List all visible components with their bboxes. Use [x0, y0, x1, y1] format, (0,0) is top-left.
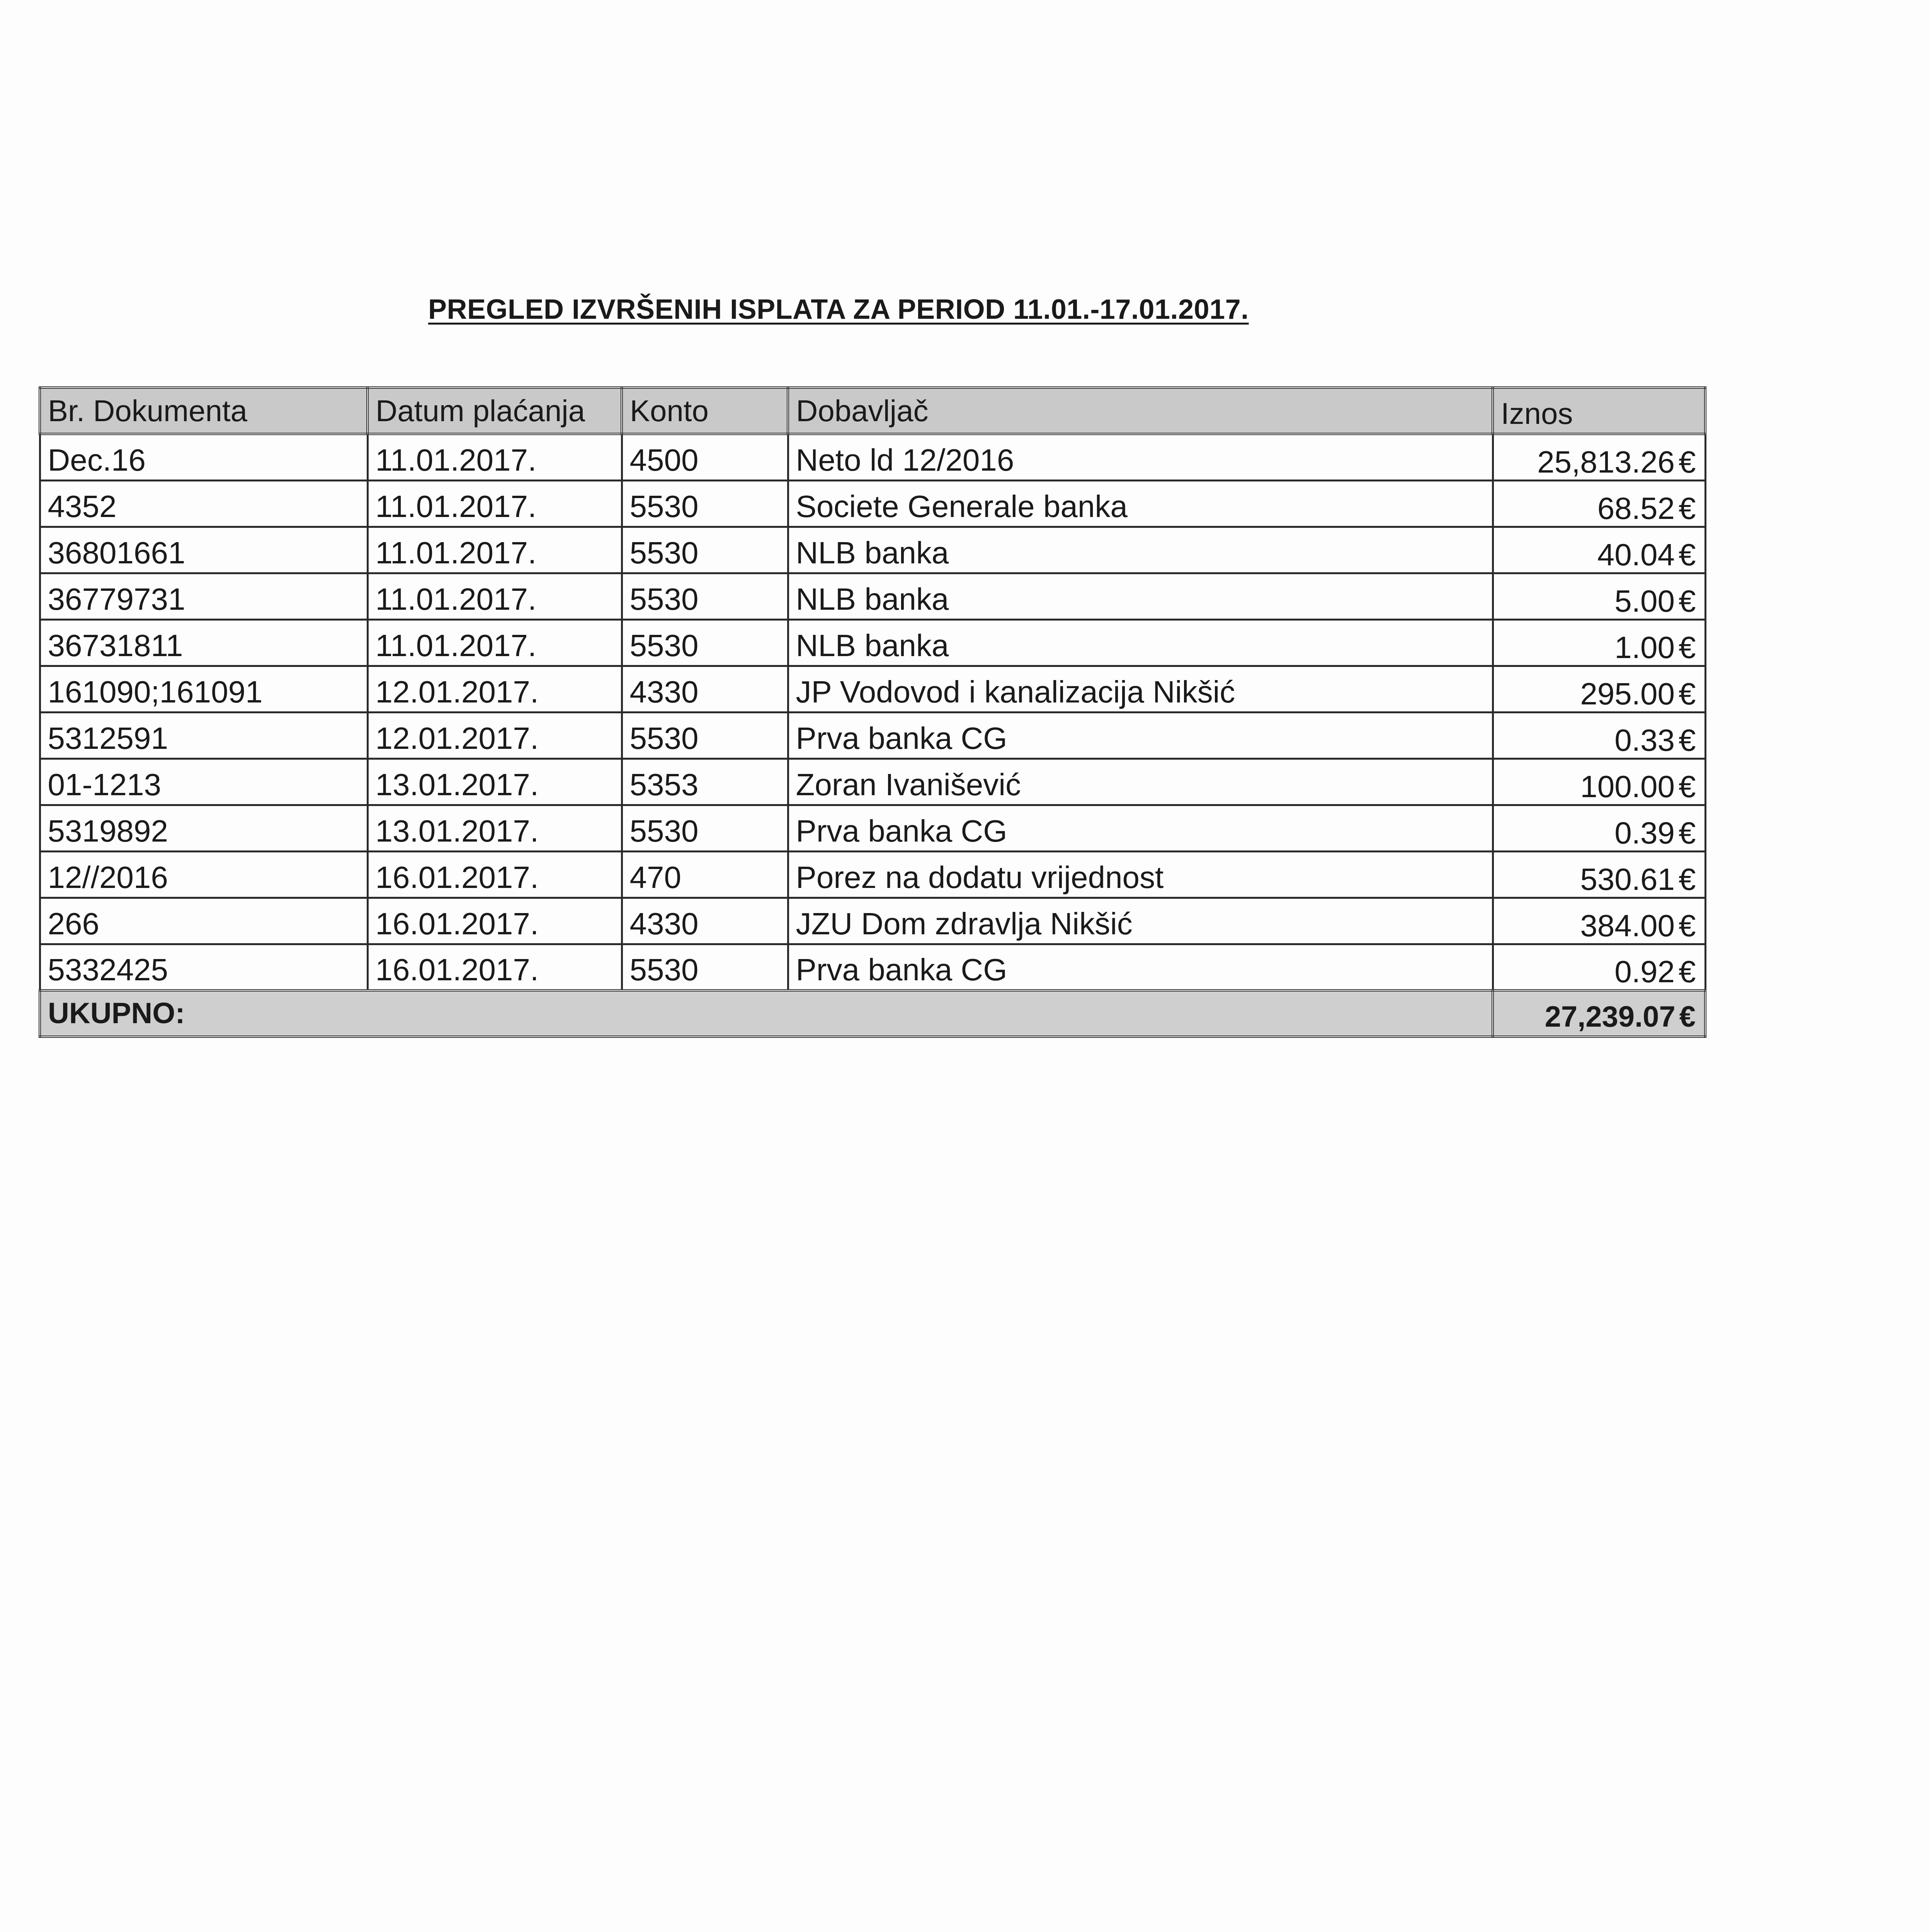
amount-value: 0.92	[1614, 954, 1675, 989]
table-row	[40, 851, 1705, 898]
cell-payment-date: 11.01.2017.	[367, 434, 622, 480]
cell-account: 5530	[622, 527, 788, 573]
cell-account: 5353	[622, 759, 788, 805]
cell-payment-date: 11.01.2017.	[367, 573, 622, 619]
cell-supplier: JP Vodovod i kanalizacija Nikšić	[788, 666, 1493, 712]
cell-account: 5530	[622, 805, 788, 851]
cell-doc-number: 01-1213	[40, 759, 367, 805]
amount-value: 100.00	[1580, 769, 1675, 804]
cell-payment-date: 11.01.2017.	[367, 619, 622, 666]
cell-account: 5530	[622, 619, 788, 666]
currency-symbol: €	[1679, 769, 1696, 804]
table-row	[40, 712, 1705, 759]
amount-value: 25,813.26	[1537, 444, 1675, 479]
total-row	[40, 990, 1705, 1037]
document-title: PREGLED IZVRŠENIH ISPLATA ZA PERIOD 11.01.-17.01.2017.	[428, 294, 1249, 325]
cell-account: 4330	[622, 898, 788, 944]
cell-doc-number: Dec.16	[40, 434, 367, 480]
cell-supplier: NLB banka	[788, 619, 1493, 666]
table-row	[40, 619, 1705, 666]
currency-symbol: €	[1679, 676, 1696, 711]
amount-value: 530.61	[1580, 862, 1675, 896]
amount-value: 0.33	[1614, 723, 1675, 757]
payments-table	[39, 386, 1706, 1038]
cell-supplier: Zoran Ivanišević	[788, 759, 1493, 805]
currency-symbol: €	[1679, 537, 1696, 572]
table-row	[40, 898, 1705, 944]
total-label: UKUPNO:	[40, 990, 367, 1037]
amount-value: 1.00	[1614, 630, 1675, 665]
cell-account: 4500	[622, 434, 788, 480]
cell-supplier: Prva banka CG	[788, 805, 1493, 851]
table-row	[40, 434, 1705, 480]
currency-symbol: €	[1679, 954, 1696, 989]
amount-value: 295.00	[1580, 676, 1675, 711]
total-spacer	[367, 990, 1493, 1037]
currency-symbol: €	[1679, 630, 1696, 665]
table-row	[40, 573, 1705, 619]
cell-amount	[1493, 573, 1705, 619]
cell-doc-number: 5319892	[40, 805, 367, 851]
cell-supplier: Porez na dodatu vrijednost	[788, 851, 1493, 898]
table-body	[40, 434, 1705, 990]
cell-account: 5530	[622, 480, 788, 527]
cell-payment-date: 12.01.2017.	[367, 666, 622, 712]
cell-doc-number: 5332425	[40, 944, 367, 990]
cell-amount	[1493, 666, 1705, 712]
currency-symbol: €	[1679, 444, 1696, 479]
cell-amount	[1493, 805, 1705, 851]
cell-payment-date: 11.01.2017.	[367, 527, 622, 573]
amount-value: 40.04	[1597, 537, 1675, 572]
table-row	[40, 944, 1705, 990]
cell-doc-number: 12//2016	[40, 851, 367, 898]
cell-supplier: NLB banka	[788, 573, 1493, 619]
cell-payment-date: 13.01.2017.	[367, 805, 622, 851]
cell-payment-date: 16.01.2017.	[367, 851, 622, 898]
total-amount	[1493, 990, 1705, 1037]
header-amount: Iznos	[1493, 388, 1705, 434]
table-row	[40, 527, 1705, 573]
header-payment-date: Datum plaćanja	[367, 388, 622, 434]
cell-amount	[1493, 434, 1705, 480]
header-supplier: Dobavljač	[788, 388, 1493, 434]
cell-doc-number: 5312591	[40, 712, 367, 759]
cell-doc-number: 36801661	[40, 527, 367, 573]
cell-supplier: Societe Generale banka	[788, 480, 1493, 527]
amount-value: 5.00	[1614, 583, 1675, 618]
cell-payment-date: 11.01.2017.	[367, 480, 622, 527]
cell-supplier: JZU Dom zdravlja Nikšić	[788, 898, 1493, 944]
table-header-row	[40, 388, 1705, 434]
cell-supplier: Prva banka CG	[788, 944, 1493, 990]
cell-account: 5530	[622, 944, 788, 990]
cell-doc-number: 36779731	[40, 573, 367, 619]
currency-symbol: €	[1679, 862, 1696, 896]
header-doc-number: Br. Dokumenta	[40, 388, 367, 434]
cell-account: 5530	[622, 573, 788, 619]
total-amount-value: 27,239.07	[1545, 1000, 1676, 1033]
currency-symbol: €	[1679, 723, 1696, 757]
cell-supplier: Neto ld 12/2016	[788, 434, 1493, 480]
cell-payment-date: 16.01.2017.	[367, 898, 622, 944]
cell-doc-number: 4352	[40, 480, 367, 527]
currency-symbol: €	[1679, 1000, 1696, 1033]
currency-symbol: €	[1679, 583, 1696, 618]
cell-amount	[1493, 480, 1705, 527]
cell-amount	[1493, 527, 1705, 573]
cell-payment-date: 13.01.2017.	[367, 759, 622, 805]
cell-payment-date: 12.01.2017.	[367, 712, 622, 759]
cell-supplier: Prva banka CG	[788, 712, 1493, 759]
cell-account: 5530	[622, 712, 788, 759]
table-row	[40, 759, 1705, 805]
currency-symbol: €	[1679, 908, 1696, 943]
amount-value: 384.00	[1580, 908, 1675, 943]
table-row	[40, 480, 1705, 527]
cell-amount	[1493, 898, 1705, 944]
table-row	[40, 805, 1705, 851]
cell-doc-number: 161090;161091	[40, 666, 367, 712]
amount-value: 0.39	[1614, 815, 1675, 850]
cell-amount	[1493, 851, 1705, 898]
cell-amount	[1493, 619, 1705, 666]
cell-account: 4330	[622, 666, 788, 712]
currency-symbol: €	[1679, 491, 1696, 526]
cell-doc-number: 36731811	[40, 619, 367, 666]
currency-symbol: €	[1679, 815, 1696, 850]
cell-supplier: NLB banka	[788, 527, 1493, 573]
cell-doc-number: 266	[40, 898, 367, 944]
cell-account: 470	[622, 851, 788, 898]
cell-amount	[1493, 944, 1705, 990]
header-account: Konto	[622, 388, 788, 434]
cell-amount	[1493, 759, 1705, 805]
cell-amount	[1493, 712, 1705, 759]
cell-payment-date: 16.01.2017.	[367, 944, 622, 990]
amount-value: 68.52	[1597, 491, 1675, 526]
table-row	[40, 666, 1705, 712]
